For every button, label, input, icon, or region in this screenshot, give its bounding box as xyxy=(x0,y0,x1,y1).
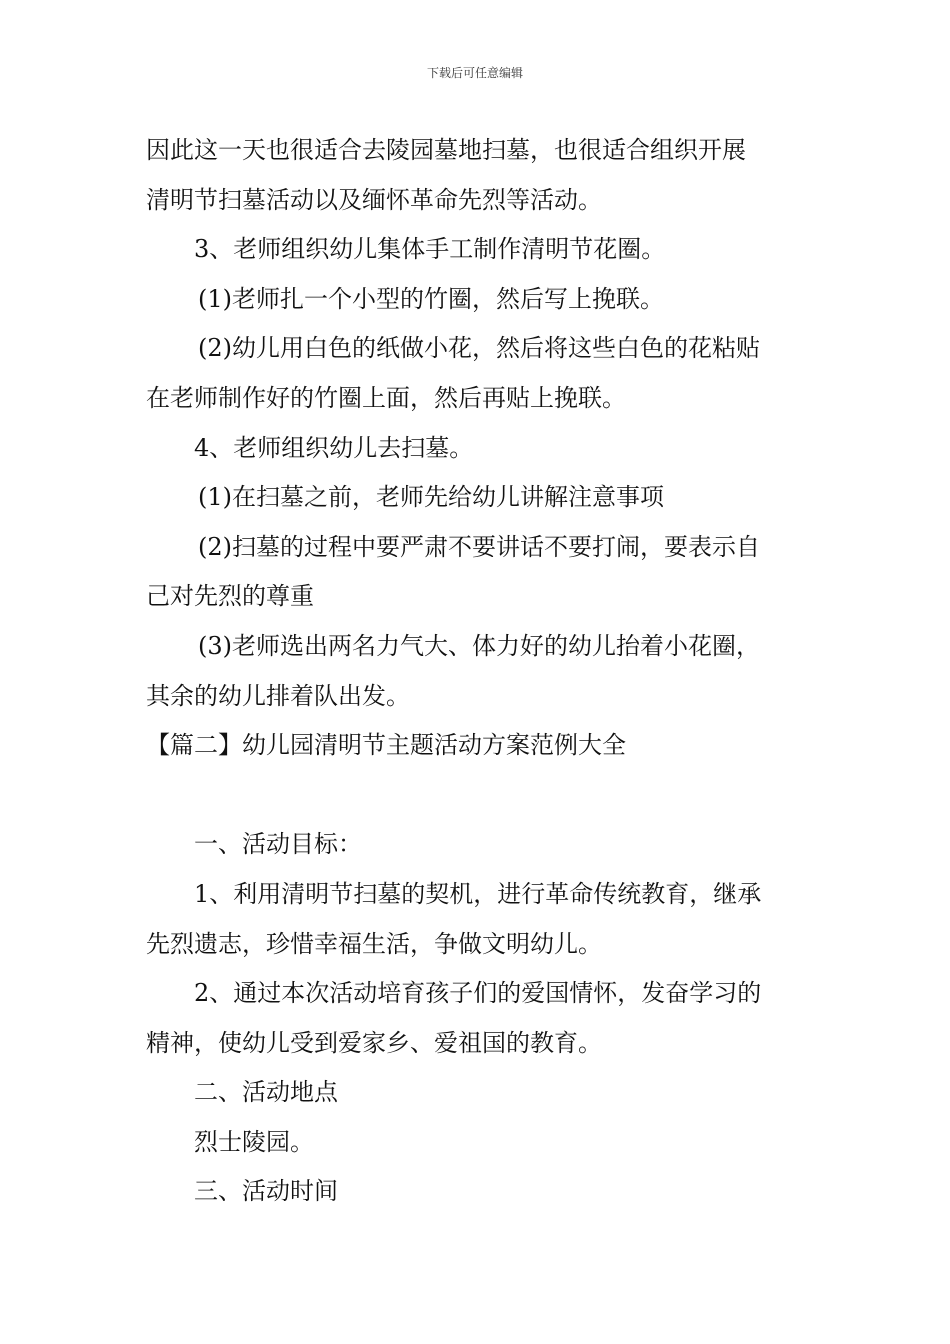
text-line: 因此这一天也很适合去陵园墓地扫墓，也很适合组织开展 xyxy=(146,136,746,164)
text-line: 在老师制作好的竹圈上面，然后再贴上挽联。 xyxy=(146,383,626,412)
text-line: (3)老师选出两名力气大、体力好的幼儿抬着小花圈， xyxy=(198,631,760,660)
text-line: 2、通过本次活动培育孩子们的爱国情怀，发奋学习的 xyxy=(194,979,762,1008)
text-line: (1)老师扎一个小型的竹圈，然后写上挽联。 xyxy=(198,284,664,313)
text-line: 烈士陵园。 xyxy=(194,1127,314,1156)
text-line: 清明节扫墓活动以及缅怀革命先烈等活动。 xyxy=(146,185,602,214)
text-line: 三、活动时间 xyxy=(194,1177,338,1206)
text-line: 3、老师组织幼儿集体手工制作清明节花圈。 xyxy=(194,235,666,264)
document-body xyxy=(146,126,810,1217)
text-line: 己对先烈的尊重 xyxy=(146,582,314,611)
text-line: 其余的幼儿排着队出发。 xyxy=(146,681,410,710)
blank-line xyxy=(146,771,810,821)
section-heading: 【篇二】幼儿园清明节主题活动方案范例大全 xyxy=(146,731,626,760)
text-line: (1)在扫墓之前，老师先给幼儿讲解注意事项 xyxy=(198,483,664,512)
text-line: (2)扫墓的过程中要严肃不要讲话不要打闹，要表示自 xyxy=(198,532,760,561)
text-line: 4、老师组织幼儿去扫墓。 xyxy=(194,433,474,462)
text-line: 1、利用清明节扫墓的契机，进行革命传统教育，继承 xyxy=(194,879,762,908)
text-line: 一、活动目标： xyxy=(194,830,362,859)
text-line: (2)幼儿用白色的纸做小花，然后将这些白色的花粘贴 xyxy=(198,334,760,363)
text-line: 二、活动地点 xyxy=(194,1078,338,1107)
text-line: 先烈遗志，珍惜幸福生活，争做文明幼儿。 xyxy=(146,929,602,958)
text-line: 精神，使幼儿受到爱家乡、爱祖国的教育。 xyxy=(146,1028,602,1057)
page-header-note: 下载后可任意编辑 xyxy=(426,66,523,80)
